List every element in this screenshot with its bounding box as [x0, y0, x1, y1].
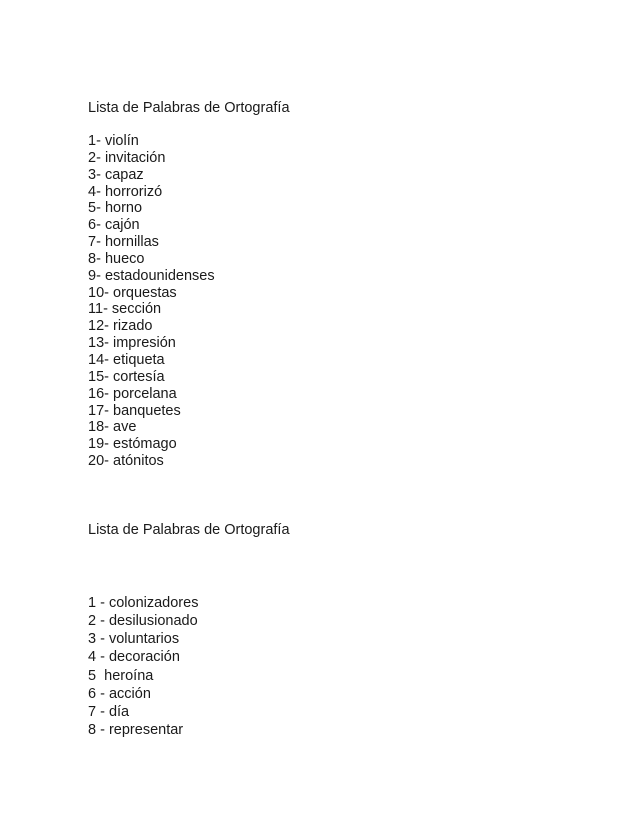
item-separator: - — [96, 267, 105, 284]
item-word: voluntarios — [108, 631, 180, 648]
item-number: 5 — [88, 200, 97, 217]
list-item — [88, 352, 215, 369]
spelling-list-2 — [88, 594, 198, 739]
item-number: 15 — [88, 368, 105, 385]
item-number: 9 — [88, 267, 97, 284]
list-item — [88, 234, 215, 251]
list-item — [88, 369, 215, 386]
item-number: 2 — [88, 149, 97, 166]
item-word: orquestas — [113, 284, 177, 301]
item-number: 7 — [88, 234, 97, 251]
item-separator: - — [96, 250, 105, 267]
item-word: banquetes — [113, 402, 181, 419]
item-word: día — [108, 703, 130, 720]
item-number: 3 — [88, 631, 97, 648]
item-separator: - — [104, 419, 113, 436]
list-item — [88, 386, 215, 403]
item-number: 16 — [88, 385, 105, 402]
item-word: porcelana — [113, 385, 177, 402]
item-word: horno — [104, 200, 143, 217]
item-number: 11 — [88, 301, 104, 318]
item-number: 7 — [88, 703, 97, 720]
item-separator: - — [96, 649, 109, 666]
item-number: 13 — [88, 335, 105, 352]
item-separator: - — [96, 631, 109, 648]
list-item — [88, 318, 215, 335]
list-item — [88, 436, 215, 453]
list-item — [88, 251, 215, 268]
item-number: 8 — [88, 250, 97, 267]
item-word: hueco — [104, 250, 145, 267]
item-separator: - — [104, 453, 113, 470]
item-number: 18 — [88, 419, 105, 436]
item-separator: - — [96, 133, 105, 149]
item-separator: - — [104, 385, 113, 402]
item-word: capaz — [104, 166, 144, 183]
item-word: decoración — [108, 649, 180, 666]
item-word: cortesía — [113, 368, 165, 385]
item-word: desilusionado — [108, 613, 198, 630]
list-title-2: Lista de Palabras de Ortografía — [88, 522, 290, 538]
item-separator: - — [104, 335, 113, 352]
item-number: 17 — [88, 402, 105, 419]
item-word: colonizadores — [108, 595, 199, 611]
item-number: 4 — [88, 649, 97, 666]
item-separator: - — [103, 301, 112, 318]
item-separator: - — [96, 234, 105, 251]
list-item — [88, 648, 198, 666]
item-number: 6 — [88, 217, 97, 234]
list-item — [88, 685, 198, 703]
list-item — [88, 630, 198, 648]
item-word: heroína — [104, 667, 154, 684]
item-word: etiqueta — [113, 351, 165, 368]
list-item — [88, 403, 215, 420]
list-item — [88, 150, 215, 167]
list-item — [88, 335, 215, 352]
list-item — [88, 667, 198, 685]
list-item — [88, 703, 198, 721]
item-word: hornillas — [104, 234, 159, 251]
item-word: invitación — [104, 149, 166, 166]
item-number: 20 — [88, 453, 105, 470]
item-number: 4 — [88, 183, 97, 200]
item-separator: - — [96, 200, 105, 217]
item-word: horrorizó — [104, 183, 163, 200]
item-separator: - — [96, 149, 105, 166]
item-separator: - — [104, 402, 113, 419]
item-separator: - — [104, 284, 113, 301]
list-item — [88, 419, 215, 436]
item-word: rizado — [113, 318, 153, 335]
item-separator: - — [96, 721, 109, 738]
item-word: violín — [104, 133, 139, 149]
item-word: estómago — [113, 436, 177, 453]
spelling-list-1 — [88, 133, 215, 470]
list-item — [88, 184, 215, 201]
item-separator: - — [96, 595, 109, 611]
item-separator — [96, 668, 104, 684]
item-word: estadounidenses — [104, 267, 215, 284]
list-item — [88, 594, 198, 612]
item-separator: - — [104, 351, 113, 368]
list-item — [88, 453, 215, 470]
item-separator: - — [96, 217, 105, 234]
item-separator: - — [104, 368, 113, 385]
list-item — [88, 167, 215, 184]
item-separator: - — [96, 183, 105, 200]
item-number: 6 — [88, 685, 97, 702]
item-separator: - — [96, 166, 105, 183]
list-title-1: Lista de Palabras de Ortografía — [88, 100, 290, 116]
item-word: ave — [113, 419, 137, 436]
list-item — [88, 612, 198, 630]
item-number: 5 — [88, 667, 97, 684]
item-word: sección — [111, 301, 162, 318]
list-item — [88, 133, 215, 150]
item-number: 14 — [88, 351, 105, 368]
list-item — [88, 301, 215, 318]
item-number: 8 — [88, 721, 97, 738]
list-item — [88, 721, 198, 739]
list-item — [88, 285, 215, 302]
item-number: 1 — [88, 133, 97, 149]
item-separator: - — [96, 685, 109, 702]
item-word: representar — [108, 721, 184, 738]
item-number: 12 — [88, 318, 105, 335]
item-separator: - — [104, 436, 113, 453]
item-number: 10 — [88, 284, 105, 301]
item-number: 1 — [88, 595, 97, 611]
list-item — [88, 200, 215, 217]
list-item — [88, 268, 215, 285]
item-number: 2 — [88, 613, 97, 630]
list-item — [88, 217, 215, 234]
item-separator: - — [96, 703, 109, 720]
item-separator: - — [96, 613, 109, 630]
item-number: 3 — [88, 166, 97, 183]
item-word: cajón — [104, 217, 140, 234]
item-word: impresión — [113, 335, 176, 352]
item-number: 19 — [88, 436, 105, 453]
item-separator: - — [104, 318, 113, 335]
item-word: atónitos — [113, 453, 164, 470]
item-word: acción — [108, 685, 151, 702]
